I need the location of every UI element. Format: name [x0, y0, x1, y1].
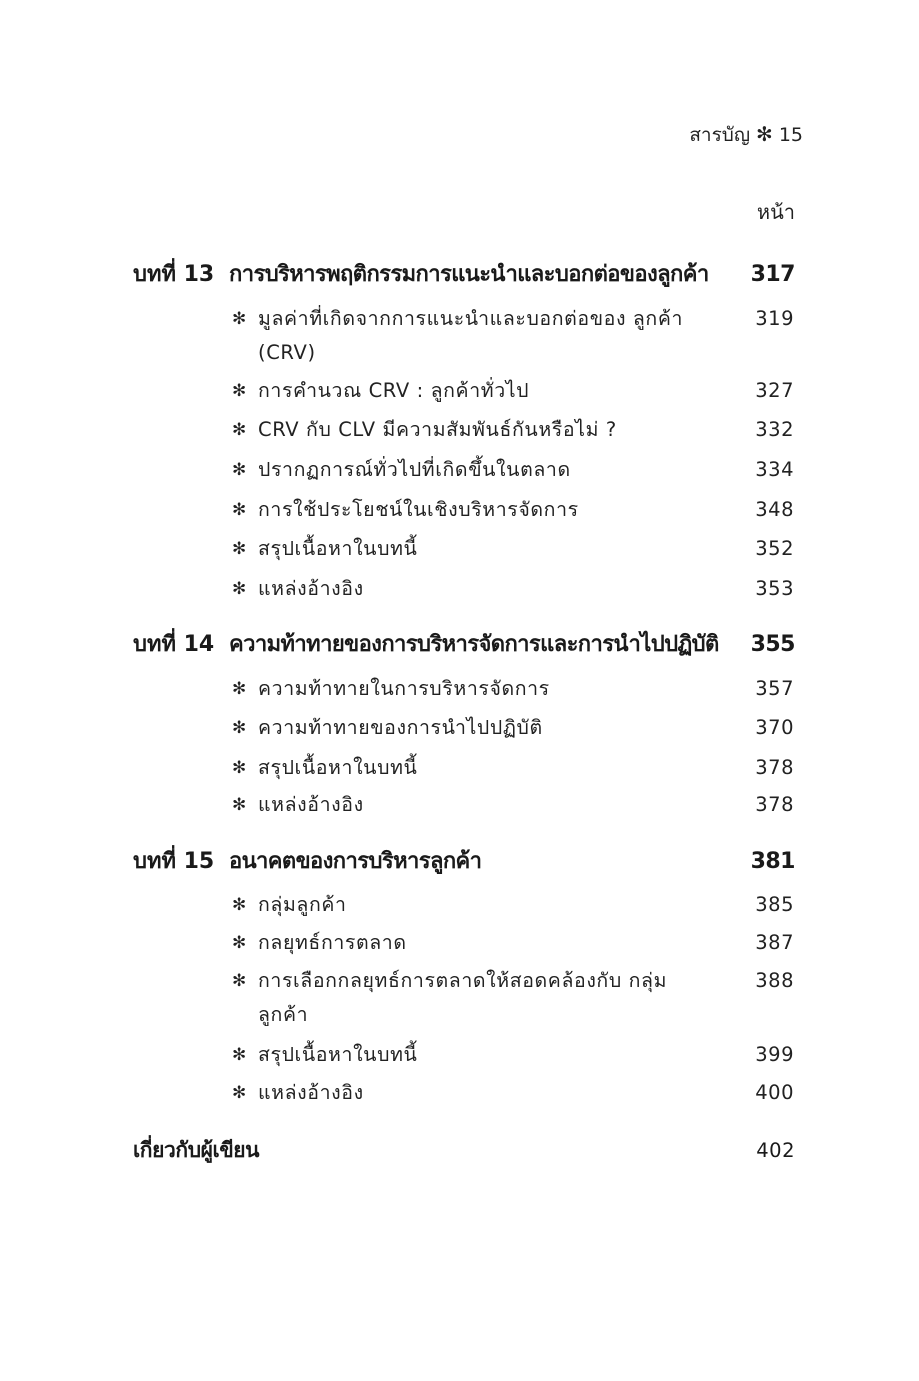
chapter-heading-13[interactable] — [133, 256, 795, 291]
toc-entry[interactable] — [232, 1076, 794, 1110]
chapter-title: ความท้าทายของการบริหารจัดการและการนำไปปฏิบัติ — [229, 632, 719, 657]
chapter-page: 381 — [750, 849, 795, 874]
chapter-label: บทที่ 13 — [133, 262, 215, 287]
chapter-heading-15[interactable] — [133, 843, 795, 878]
toc-entry[interactable] — [232, 888, 794, 922]
toc-entry[interactable] — [232, 493, 794, 527]
toc-entry[interactable] — [232, 788, 794, 822]
toc-entry-text: การใช้ประโยชน์ในเชิงบริหารจัดการ — [258, 498, 579, 521]
toc-entry-text: สรุปเนื้อหาในบทนี้ — [258, 537, 418, 560]
chapter-label: บทที่ 14 — [133, 632, 215, 657]
toc-entry[interactable] — [232, 453, 794, 487]
toc-entry-page: 370 — [755, 716, 794, 739]
toc-entry-text: แหล่งอ้างอิง — [258, 577, 364, 600]
toc-entry[interactable] — [232, 964, 794, 1032]
chapter-title: การบริหารพฤติกรรมการแนะนำและบอกต่อของลูกค้า — [229, 262, 709, 287]
chapter-page: 355 — [750, 632, 795, 657]
toc-entry[interactable] — [232, 532, 794, 566]
toc-entry-page: 332 — [755, 418, 794, 441]
toc-entry-text: มูลค่าที่เกิดจากการแนะนำและบอกต่อของ ลูกค้า (CRV) — [258, 307, 684, 364]
asterisk-bullet-icon: ✻ — [232, 1083, 247, 1103]
running-head-title: สารบัญ — [689, 124, 751, 146]
toc-entry-page: 319 — [755, 307, 794, 330]
page-column-heading: หน้า — [756, 200, 795, 224]
toc-entry-text: การคำนวณ CRV : ลูกค้าทั่วไป — [258, 379, 530, 402]
toc-entry-page: 399 — [755, 1043, 794, 1066]
toc-entry-text: กลยุทธ์การตลาด — [258, 931, 407, 954]
toc-entry-page: 327 — [755, 379, 794, 402]
asterisk-bullet-icon: ✻ — [232, 758, 247, 778]
toc-entry-page: 334 — [755, 458, 794, 481]
about-author-title: เกี่ยวกับผู้เขียน — [133, 1138, 260, 1162]
about-author-page: 402 — [756, 1139, 795, 1162]
toc-entry-text: กลุ่มลูกค้า — [258, 893, 347, 916]
toc-entry-text: ความท้าทายในการบริหารจัดการ — [258, 677, 550, 700]
toc-entry-page: 357 — [755, 677, 794, 700]
asterisk-bullet-icon: ✻ — [232, 539, 247, 559]
asterisk-bullet-icon: ✻ — [232, 579, 247, 599]
toc-entry-page: 348 — [755, 498, 794, 521]
about-author-entry[interactable] — [133, 1134, 795, 1167]
asterisk-bullet-icon: ✻ — [232, 420, 247, 440]
toc-entry[interactable] — [232, 374, 794, 408]
chapter-title: อนาคตของการบริหารลูกค้า — [229, 849, 482, 874]
toc-entry[interactable] — [232, 926, 794, 960]
toc-entry-page: 378 — [755, 756, 794, 779]
toc-entry-text: ความท้าทายของการนำไปปฏิบัติ — [258, 716, 543, 739]
toc-entry[interactable] — [232, 302, 794, 370]
asterisk-bullet-icon: ✻ — [232, 933, 247, 953]
asterisk-bullet-icon: ✻ — [232, 971, 247, 991]
asterisk-bullet-icon: ✻ — [232, 381, 247, 401]
toc-entry-text: สรุปเนื้อหาในบทนี้ — [258, 756, 418, 779]
toc-entry-text: แหล่งอ้างอิง — [258, 793, 364, 816]
toc-entry-page: 352 — [755, 537, 794, 560]
chapter-label: บทที่ 15 — [133, 849, 215, 874]
asterisk-bullet-icon: ✻ — [232, 1045, 247, 1065]
toc-entry-page: 385 — [755, 893, 794, 916]
toc-entry-page: 387 — [755, 931, 794, 954]
toc-entry-text: การเลือกกลยุทธ์การตลาดให้สอดคล้องกับ กลุ่มลูกค้า — [258, 969, 668, 1026]
page-number: 15 — [778, 124, 803, 146]
toc-entry[interactable] — [232, 751, 794, 785]
asterisk-ornament-icon: ✻ — [756, 122, 773, 146]
toc-entry-page: 353 — [755, 577, 794, 600]
toc-entry-text: CRV กับ CLV มีความสัมพันธ์กันหรือไม่ ? — [258, 418, 617, 441]
toc-entry[interactable] — [232, 1038, 794, 1072]
chapter-heading-14[interactable] — [133, 626, 795, 661]
asterisk-bullet-icon: ✻ — [232, 895, 247, 915]
toc-entry[interactable] — [232, 572, 794, 606]
running-head — [689, 120, 803, 150]
toc-entry[interactable] — [232, 413, 794, 447]
asterisk-bullet-icon: ✻ — [232, 795, 247, 815]
asterisk-bullet-icon: ✻ — [232, 309, 247, 329]
asterisk-bullet-icon: ✻ — [232, 679, 247, 699]
toc-entry-text: สรุปเนื้อหาในบทนี้ — [258, 1043, 418, 1066]
asterisk-bullet-icon: ✻ — [232, 500, 247, 520]
toc-entry[interactable] — [232, 711, 794, 745]
toc-entry-text: ปรากฏการณ์ทั่วไปที่เกิดขึ้นในตลาด — [258, 458, 571, 481]
chapter-page: 317 — [750, 262, 795, 287]
toc-entry-page: 388 — [755, 969, 794, 992]
toc-entry-page: 400 — [755, 1081, 794, 1104]
toc-entry-text: แหล่งอ้างอิง — [258, 1081, 364, 1104]
toc-entry-page: 378 — [755, 793, 794, 816]
toc-entry[interactable] — [232, 672, 794, 706]
asterisk-bullet-icon: ✻ — [232, 460, 247, 480]
asterisk-bullet-icon: ✻ — [232, 718, 247, 738]
